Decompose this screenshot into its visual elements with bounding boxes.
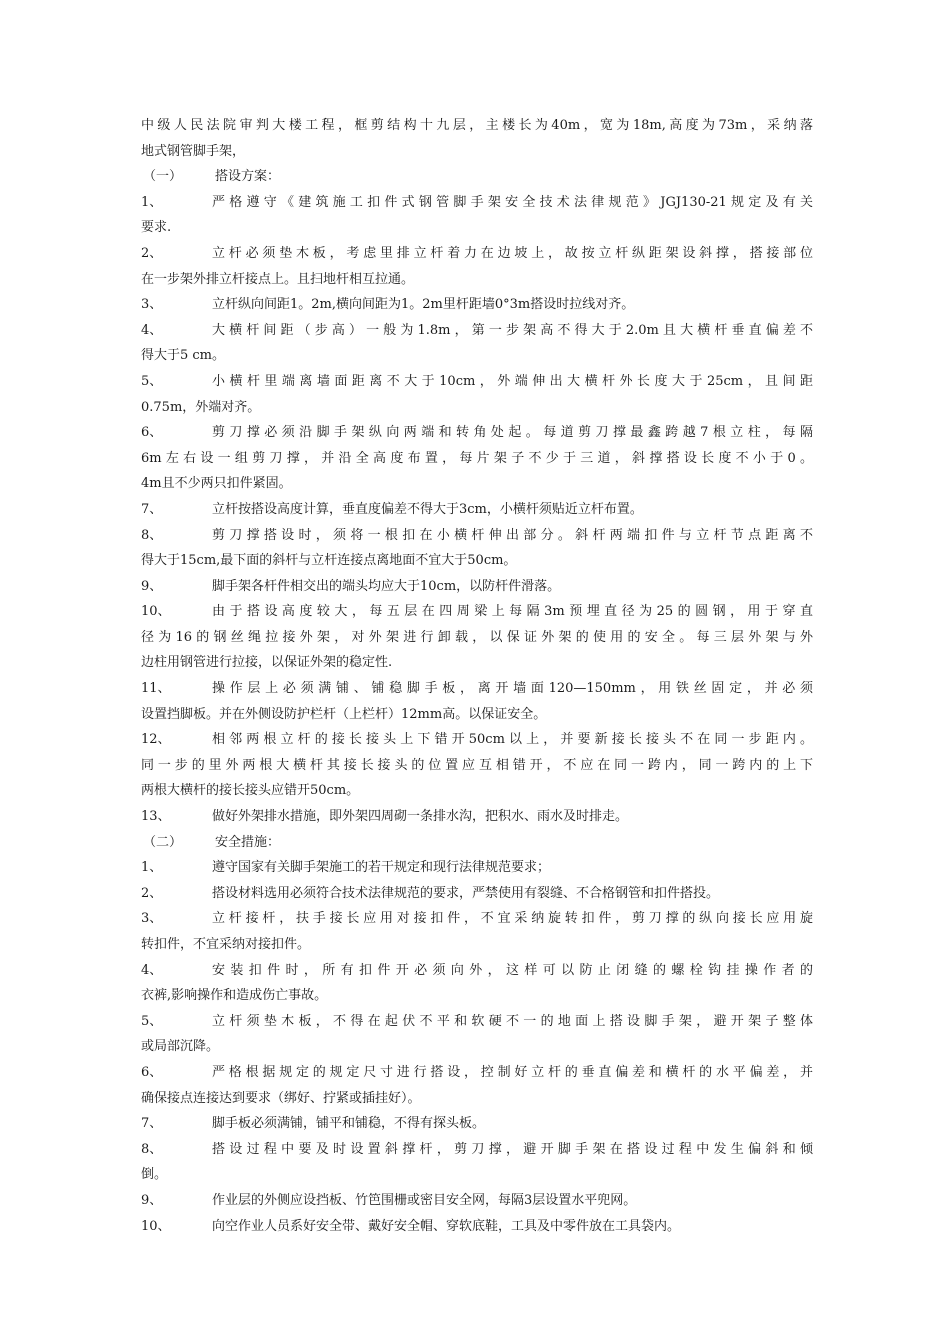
scaffold-plan-list [141,190,813,830]
item-text: 得大于15cm,最下面的斜杆与立杆连接点离地面不宜大于50cm。 [141,553,517,569]
item-text: 做好外架排水措施，即外架四周砌一条排水沟，把积水、雨水及时排走。 [212,809,629,825]
item-text: 同一步的里外两根大横杆其接长接头的位置应互相错开，不应在同一跨内，同一跨内的上下 [141,757,813,773]
item-number: 13、 [141,809,171,825]
item-number: 5、 [141,373,163,389]
item-number: 4、 [141,322,163,338]
section-title: 安全措施： [215,834,281,850]
list-item-line [141,420,813,446]
item-text: 倒。 [141,1167,168,1183]
section-title: 搭设方案： [215,169,281,185]
item-text: 向空作业人员系好安全带、戴好安全帽、穿软底鞋，工具及中零件放在工具袋内。 [212,1218,681,1234]
list-item-line [141,574,813,600]
list-item-line [141,625,813,651]
item-number: 7、 [141,501,163,517]
item-text: 立杆须垫木板，不得在起伏不平和软硬不一的地面上搭设脚手架，避开架子整体 [212,1013,813,1029]
item-text: 0.75m，外端对齐。 [141,399,261,415]
item-number: 3、 [141,297,163,313]
list-item-line [141,523,813,549]
list-item-line [141,1086,813,1112]
list-item-line [141,190,813,216]
item-text: 设置挡脚板。并在外侧设防护栏杆（上栏杆）12mm高。以保证安全。 [141,706,547,722]
item-text: 搭设材料选用必须符合技术法律规范的要求，严禁使用有裂缝、不合格钢管和扣件搭投。 [212,885,720,901]
item-text: 在一步架外排立杆接点上。且扫地杆相互拉通。 [141,271,415,287]
item-number: 8、 [141,527,163,543]
item-text: 要求. [141,220,172,236]
list-item-line [141,906,813,932]
section-marker: （一） [143,169,183,185]
item-text: 立杆接杆，扶手接长应用对接扣件，不宜采纳旋转扣件，剪刀撑的纵向接长应用旋 [212,911,813,927]
intro-text: 地式钢管脚手架， [141,143,246,159]
list-item-line [141,369,813,395]
item-number: 1、 [141,194,163,210]
item-number: 3、 [141,911,163,927]
section-heading-2 [141,830,813,856]
document-body [141,113,813,1239]
list-item-line [141,1060,813,1086]
list-item-line [141,1137,813,1163]
list-item-line [141,548,813,574]
list-item-line [141,1009,813,1035]
list-item-line [141,292,813,318]
intro-text: 中级人民法院审判大楼工程，框剪结构十九层，主楼长为40m，宽为18m,高度为73m，采纳落 [141,118,813,133]
item-number: 10、 [141,604,171,620]
item-text: 转扣件，不宜采纳对接扣件。 [141,937,311,952]
item-text: 遵守国家有关脚手架施工的若干规定和现行法律规范要求； [212,860,551,876]
item-text: 两根大横杆的接长接头应错开50cm。 [141,783,360,799]
item-text: 严格根据规定的规定尺寸进行搭设，控制好立杆的垂直偏差和横杆的水平偏差，并 [212,1064,813,1080]
list-item-line [141,599,813,625]
list-item-line [141,1111,813,1137]
item-number: 8、 [141,1141,163,1157]
list-item-line [141,497,813,523]
item-number: 2、 [141,245,163,261]
item-number: 12、 [141,732,171,748]
section-heading-1 [141,164,813,190]
list-item-line [141,753,813,779]
item-text: 立杆按搭设高度计算，垂直度偏差不得大于3cm，小横杆须贴近立杆布置。 [212,501,643,517]
item-text: 搭设过程中要及时设置斜撑杆，剪刀撑，避开脚手架在搭设过程中发生偏斜和倾 [212,1141,813,1157]
list-item-line [141,343,813,369]
section-marker: （二） [143,834,183,850]
list-item-line [141,1188,813,1214]
list-item-line [141,1162,813,1188]
item-text: 操作层上必须满铺、铺稳脚手板，离开墙面120—150mm，用铁丝固定，并必须 [212,681,813,697]
item-number: 9、 [141,578,163,594]
item-number: 10、 [141,1218,171,1234]
list-item-line [141,215,813,241]
list-item-line [141,241,813,267]
item-text: 由于搭设高度较大，每五层在四周梁上每隔3m预埋直径为25的圆钢，用于穿直 [212,604,813,620]
list-item-line [141,267,813,293]
item-text: 衣裤,影响操作和造成伤亡事故。 [141,988,328,1004]
list-item-line [141,932,813,958]
list-item-line [141,395,813,421]
list-item-line [141,471,813,497]
item-text: 得大于5 cm。 [141,348,226,364]
list-item-line [141,881,813,907]
item-text: 6m左右设一组剪刀撑，并沿全高度布置，每片架子不少于三道，斜撑搭设长度不小于0。 [141,450,813,466]
item-number: 6、 [141,1064,163,1080]
list-item-line [141,650,813,676]
item-number: 4、 [141,962,163,978]
list-item-line [141,983,813,1009]
item-number: 11、 [141,681,171,697]
safety-measures-list [141,855,813,1239]
item-number: 7、 [141,1116,163,1132]
item-number: 9、 [141,1192,163,1208]
list-item-line [141,1034,813,1060]
intro-line [141,113,813,139]
list-item-line [141,702,813,728]
list-item-line [141,727,813,753]
item-text: 剪刀撑搭设时，须将一根扣在小横杆伸出部分。斜杆两端扣件与立杆节点距离不 [212,527,813,543]
list-item-line [141,778,813,804]
intro-line [141,139,813,165]
list-item-line [141,318,813,344]
item-number: 6、 [141,425,163,441]
item-text: 边柱用钢管进行拉接，以保证外架的稳定性. [141,655,393,671]
item-number: 2、 [141,885,163,901]
list-item-line [141,1214,813,1240]
item-text: 立杆必须垫木板，考虑里排立杆着力在边坡上，故按立杆纵距架设斜撑，搭接部位 [212,245,813,261]
item-text: 相邻两根立杆的接长接头上下错开50cm以上，并要新接长接头不在同一步距内。 [212,732,813,748]
list-item-line [141,446,813,472]
item-number: 1、 [141,860,163,876]
item-text: 小横杆里端离墙面距离不大于10cm，外端伸出大横杆外长度大于25cm，且间距 [212,373,813,389]
list-item-line [141,958,813,984]
item-text: 脚手架各杆件相交出的端头均应大于10cm，以防杆件滑落。 [212,578,561,594]
item-text: 确保接点连接达到要求（绑好、拧紧或插挂好）。 [141,1090,421,1106]
item-text: 作业层的外侧应设挡板、竹笆围栅或密目安全网，每隔3层设置水平兜网。 [212,1192,637,1208]
item-text: 大横杆间距（步高）一般为1.8m，第一步架高不得大于2.0m且大横杆垂直偏差不 [212,322,813,338]
item-text: 脚手板必须满铺，铺平和铺稳，不得有探头板。 [212,1116,486,1132]
list-item-line [141,804,813,830]
item-number: 5、 [141,1013,163,1029]
list-item-line [141,676,813,702]
item-text: 或局部沉降。 [141,1039,220,1055]
item-text: 严格遵守《建筑施工扣件式钢管脚手架安全技术法律规范》JGJ130-21规定及有关 [212,194,813,210]
item-text: 径为16的钢丝绳拉接外架，对外架进行卸载，以保证外架的使用的安全。每三层外架与外 [141,629,813,645]
item-text: 剪刀撑必须沿脚手架纵向两端和转角处起。每道剪刀撑最鑫跨越7根立柱，每隔 [212,425,813,441]
item-text: 立杆纵向间距1。2m,横向间距为1。2m里杆距墙0°3m搭设时拉线对齐。 [212,297,635,313]
item-text: 安装扣件时，所有扣件开必须向外，这样可以防止闭缝的螺栓钩挂操作者的 [212,962,813,978]
list-item-line [141,855,813,881]
item-text: 4m且不少两只扣件紧固。 [141,476,292,492]
